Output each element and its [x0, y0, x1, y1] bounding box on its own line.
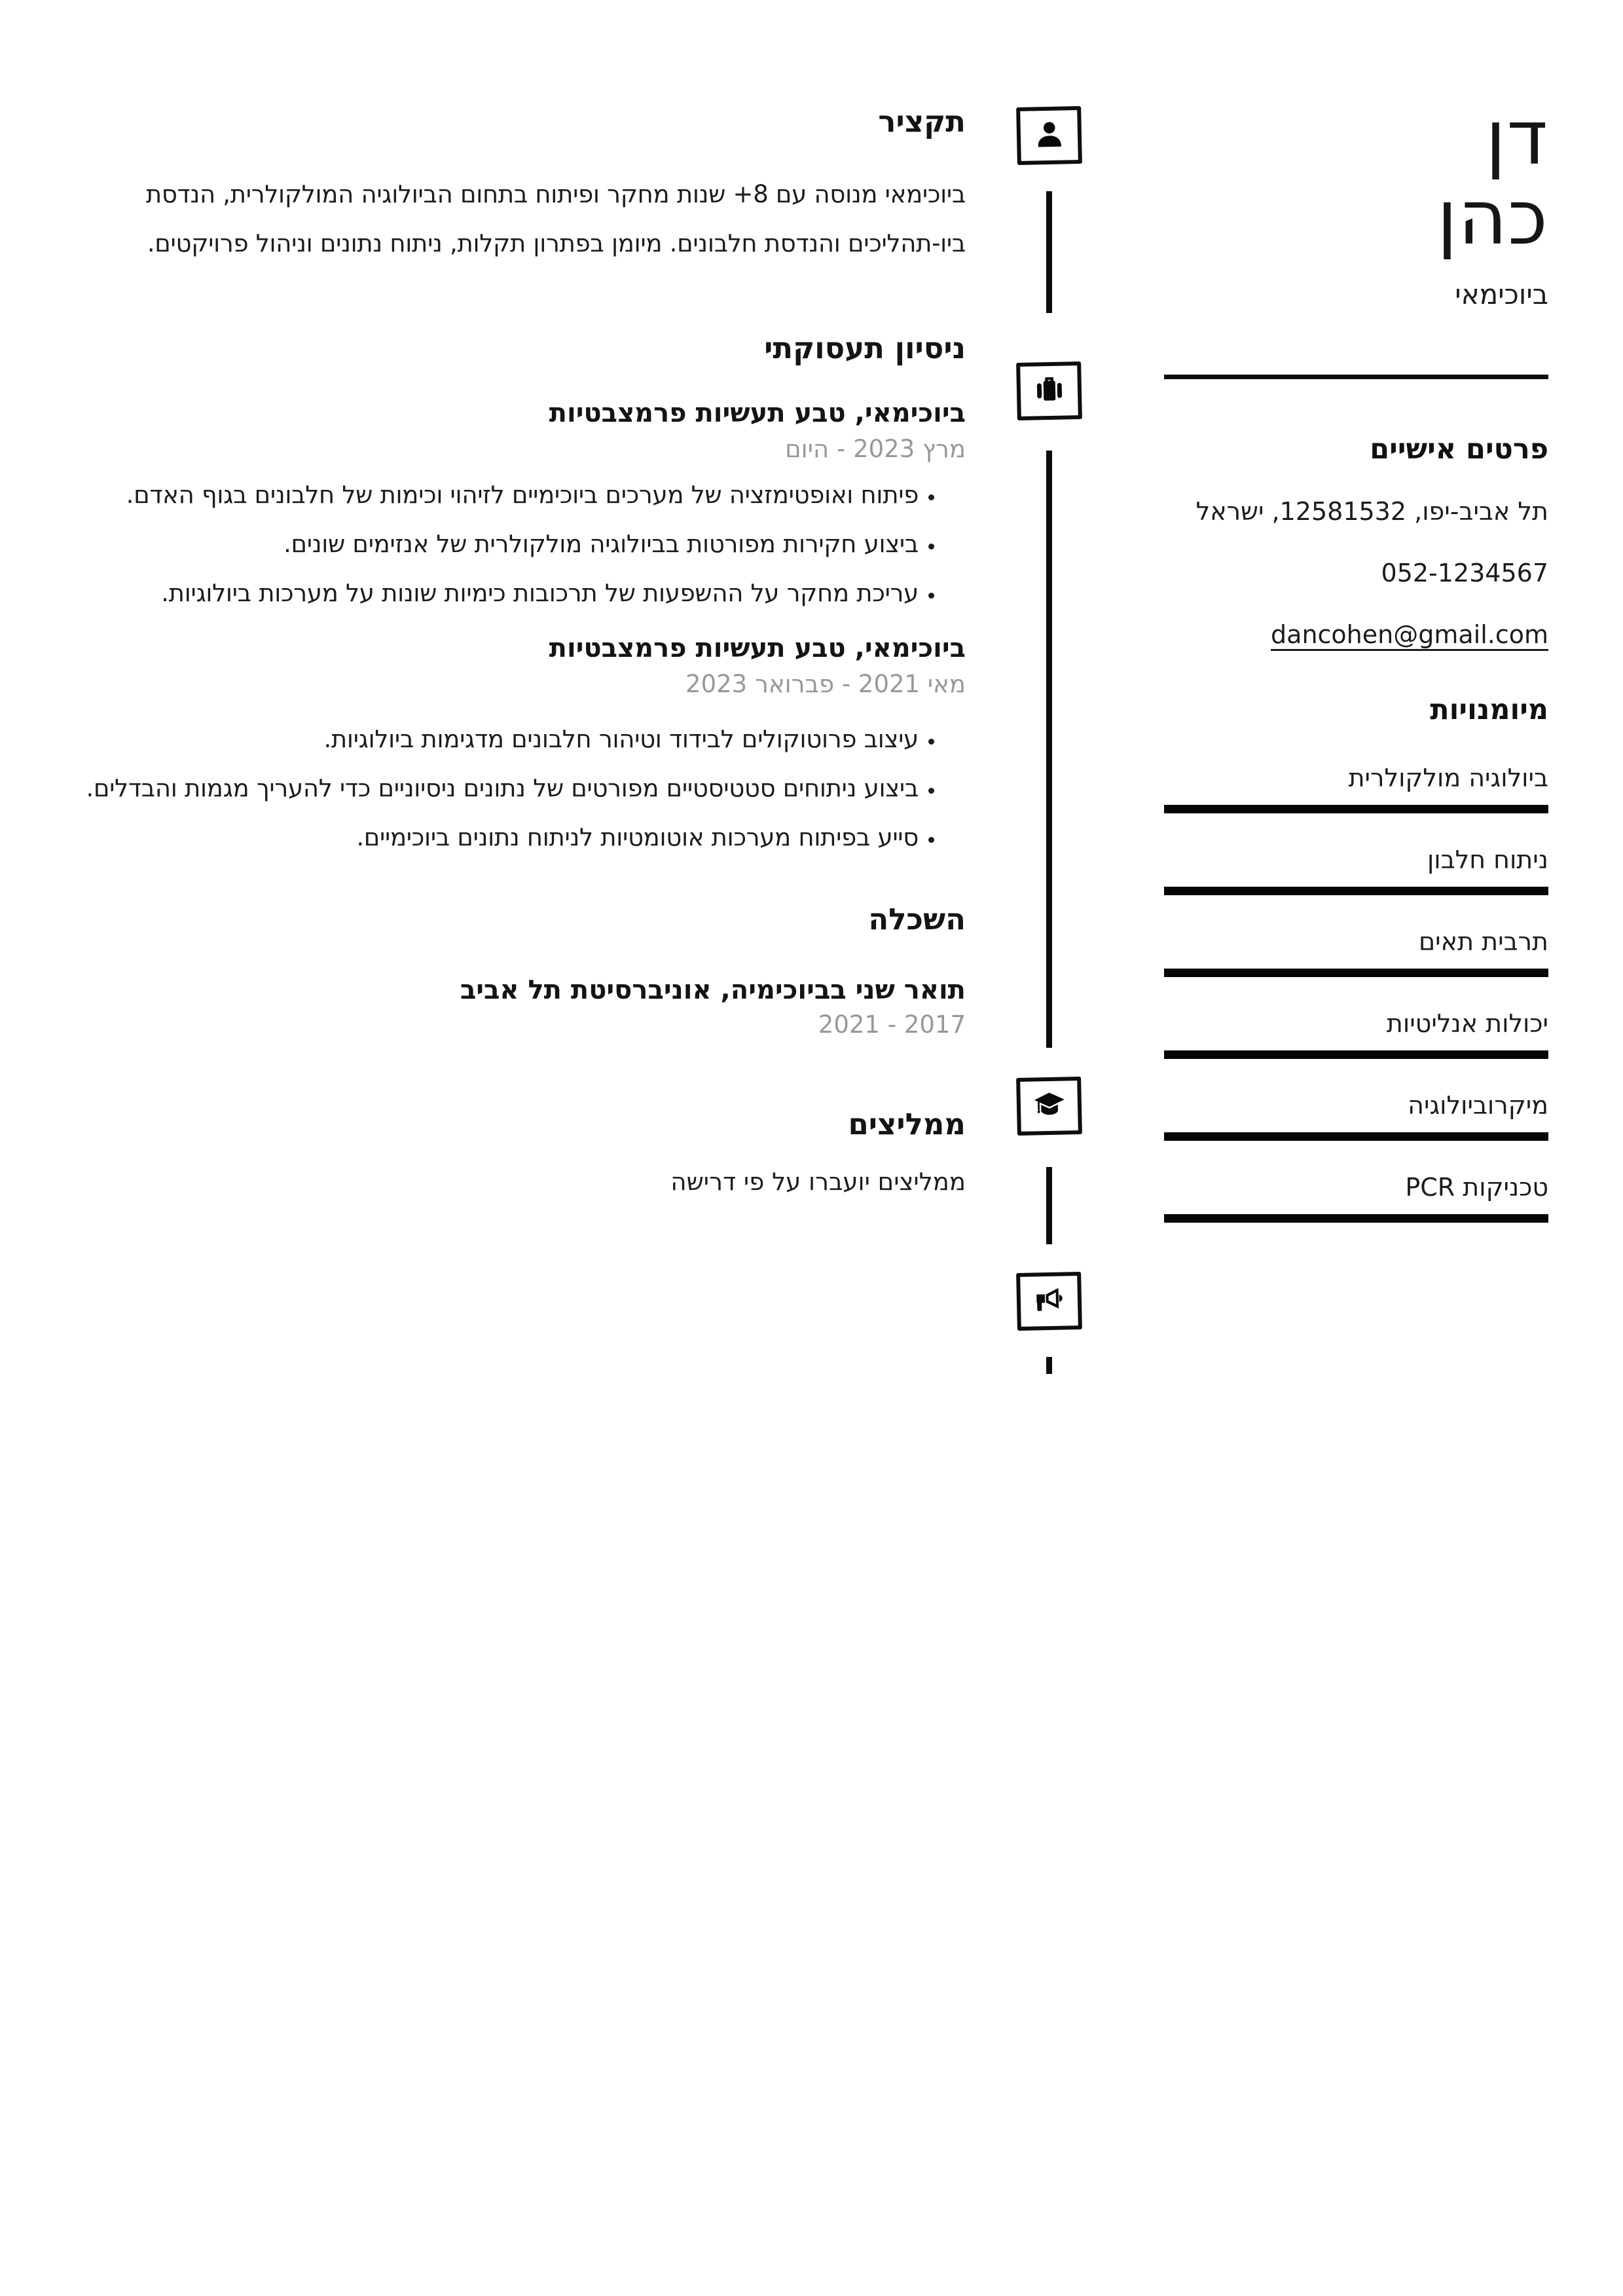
skill-item: [1164, 1007, 1548, 1059]
contact-block: [1164, 494, 1548, 652]
user-icon: [1031, 116, 1067, 155]
skill-level-bar: [1164, 805, 1548, 813]
job-title-line: ביוכימאי, טבע תעשיות פרמצבטיות: [549, 398, 966, 428]
summary-text: ביוכימאי מנוסה עם 8+ שנות מחקר ופיתוח בתחום הביולוגיה המולקולרית, הנדסת ביו-תהליכים והנדסת חלבונים. מיומן בפתרון תקלות, ניתוח נתונים וניהול פרויקטים.: [145, 180, 966, 257]
timeline-segment: [1046, 191, 1052, 313]
job-dates: מאי 2021 - פברואר 2023: [685, 670, 966, 698]
main-content: [82, 0, 966, 1198]
email-row: [1164, 618, 1548, 652]
phone-number: 052-1234567: [1381, 559, 1548, 587]
megaphone-icon: [1031, 1282, 1067, 1320]
person-name: [1164, 94, 1548, 262]
first-name: דן: [1485, 94, 1548, 182]
skill-level-bar: [1164, 1050, 1548, 1059]
timeline-segment: [1046, 1167, 1052, 1244]
job-bullet: • ביצוע ניתוחים סטטיסטיים מפורטים של נתונים ניסיוניים כדי להעריך מגמות והבדלים.: [82, 764, 919, 813]
job-title-line: ביוכימאי, טבע תעשיות פרמצבטיות: [549, 633, 966, 663]
graduation-cap-icon: [1031, 1086, 1067, 1125]
education-section-marker: [1016, 1077, 1082, 1136]
job-bullet: • סייע בפיתוח מערכות אוטומטיות לניתוח נתונים ביוכימיים.: [82, 813, 919, 862]
employment-section-marker: [1016, 361, 1082, 420]
skill-label: ביולוגיה מולקולרית: [1348, 764, 1548, 792]
job-dates: מרץ 2023 - היום: [785, 435, 966, 463]
job-bullet: • עריכת מחקר על ההשפעות של תרכובות כימיות שונות על מערכות ביולוגיות.: [82, 568, 919, 618]
job-bullet: • עיצוב פרוטוקולים לבידוד וטיהור חלבונים מדגימות ביולוגיות.: [82, 714, 919, 764]
briefcase-icon: [1031, 371, 1067, 410]
skill-label: טכניקות PCR: [1405, 1173, 1548, 1202]
skill-level-bar: [1164, 1214, 1548, 1223]
skill-label: תרבית תאים: [1418, 927, 1548, 956]
skill-label: יכולות אנליטיות: [1386, 1009, 1548, 1038]
last-name: כהן: [1436, 174, 1548, 262]
skills-list: [1164, 762, 1548, 1223]
sidebar: [1164, 0, 1548, 1253]
job-bullet-list: [82, 470, 966, 618]
job-bullet: • פיתוח ואופטימזציה של מערכים ביוכימיים לזיהוי וכימות של חלבונים בגוף האדם.: [82, 470, 919, 519]
skill-item: [1164, 1089, 1548, 1141]
references-heading: ממליצים: [848, 1107, 966, 1141]
personal-details-heading: פרטים אישיים: [1370, 433, 1548, 466]
references-text: ממליצים יועברו על פי דרישה: [670, 1168, 966, 1196]
skill-item: [1164, 1171, 1548, 1223]
education-heading: השכלה: [868, 902, 966, 936]
summary-section-marker: [1016, 106, 1082, 165]
skill-label: ניתוח חלבון: [1427, 845, 1548, 874]
job-bullet: • ביצוע חקירות מפורטות בביולוגיה מולקולרית של אנזימים שונים.: [82, 519, 919, 568]
job-bullet-list: [82, 714, 966, 862]
timeline-segment: [1046, 1357, 1052, 1374]
education-dates: 2017 - 2021: [818, 1010, 966, 1039]
email-link[interactable]: dancohen@gmail.com: [1271, 620, 1548, 649]
skill-item: [1164, 762, 1548, 813]
skill-label: מיקרוביולוגיה: [1408, 1091, 1548, 1120]
skill-level-bar: [1164, 1132, 1548, 1141]
skill-level-bar: [1164, 887, 1548, 895]
timeline-segment: [1046, 451, 1052, 1048]
skill-item: [1164, 843, 1548, 895]
address: תל אביב-יפו, 12581532, ישראל: [1195, 497, 1548, 526]
sidebar-divider: [1164, 375, 1548, 379]
skill-item: [1164, 925, 1548, 977]
skill-level-bar: [1164, 969, 1548, 977]
degree-line: תואר שני בביוכימיה, אוניברסיטת תל אביב: [460, 975, 966, 1005]
employment-heading: ניסיון תעסוקתי: [764, 331, 966, 365]
references-section-marker: [1016, 1272, 1082, 1331]
skills-heading: מיומנויות: [1430, 694, 1548, 726]
job-title: ביוכימאי: [1455, 278, 1548, 310]
summary-heading: תקציר: [878, 104, 966, 139]
